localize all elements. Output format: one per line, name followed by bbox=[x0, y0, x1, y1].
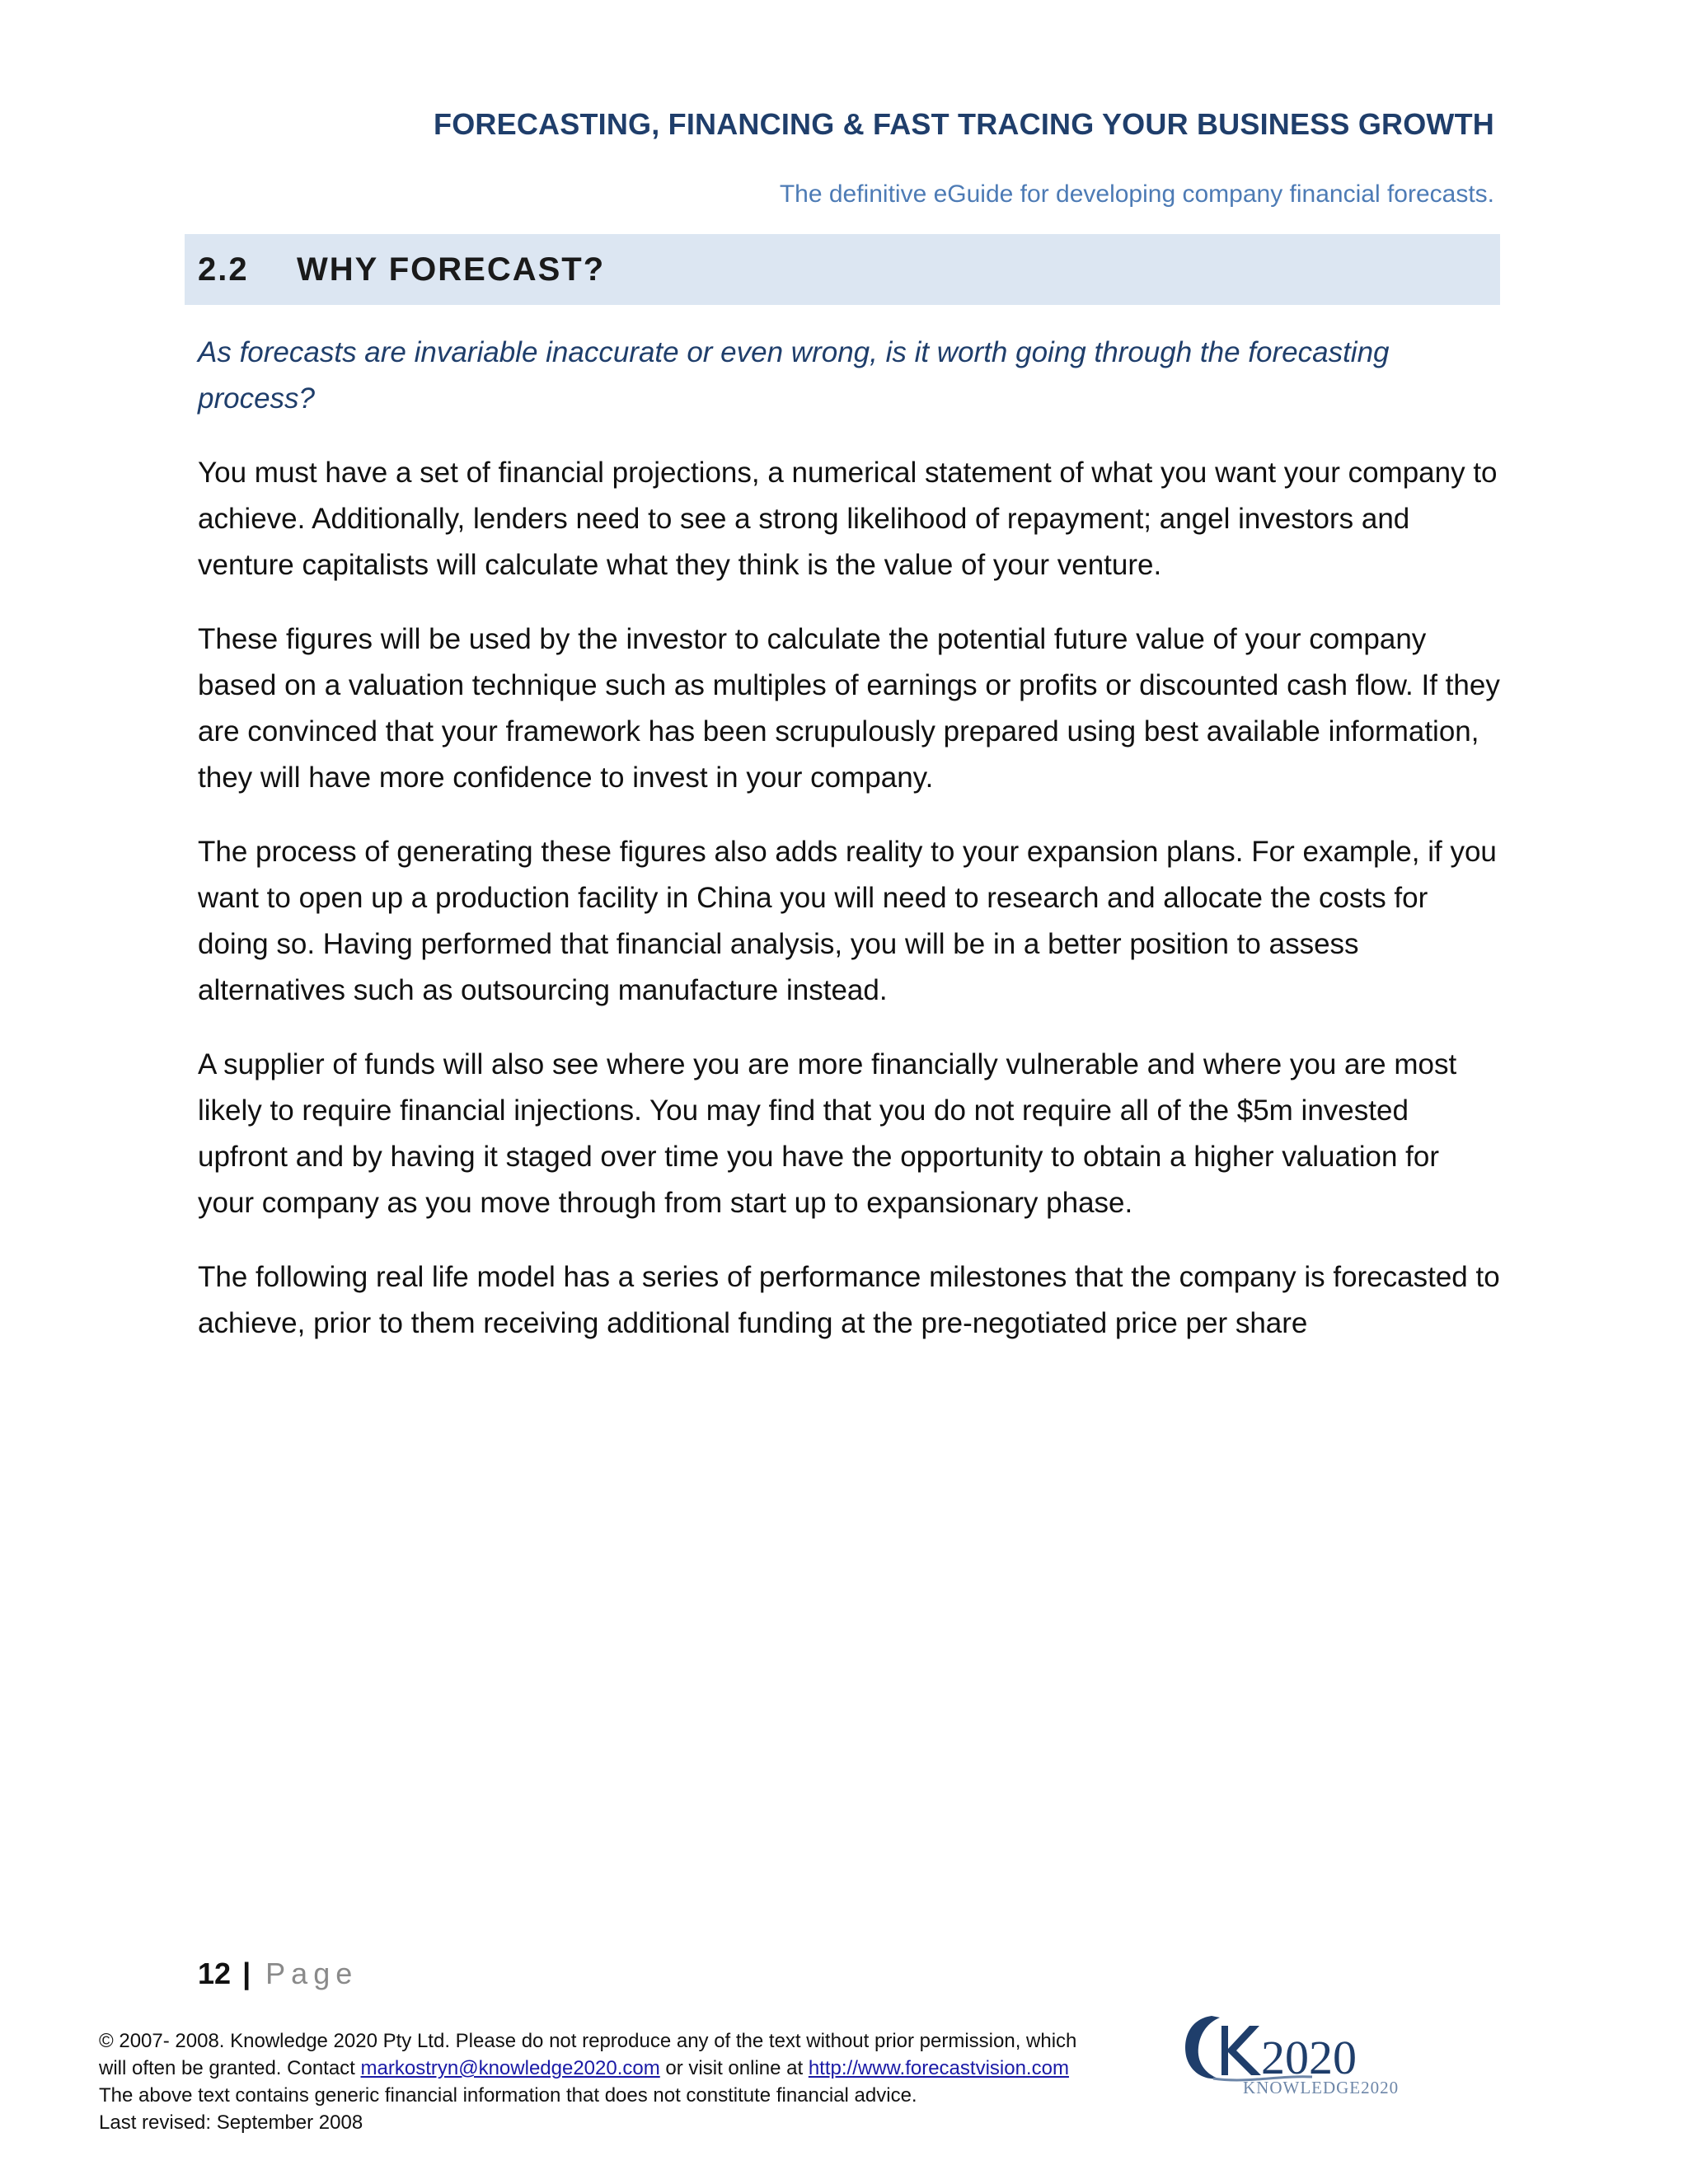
logo-wordmark-text: KNOWLEDGE2020 bbox=[1243, 2078, 1400, 2097]
page-number-label: Page bbox=[265, 1957, 359, 1990]
website-link[interactable]: http://www.forecastvision.com bbox=[808, 2057, 1069, 2079]
footer-copyright: © 2007- 2008. Knowledge 2020 Pty Ltd. Please do not reproduce any of the text without prior permission, which bbox=[99, 2030, 1077, 2052]
logo-k-mark bbox=[1221, 2026, 1261, 2075]
body-content bbox=[198, 330, 1500, 1375]
page-number-separator: | bbox=[242, 1957, 251, 1990]
footer bbox=[99, 2027, 1170, 2136]
page-number-value: 12 bbox=[198, 1957, 232, 1990]
paragraph: You must have a set of financial projections, a numerical statement of what you want your company to achieve. Additionally, lenders need to see a strong likelihood of repayment; angel investors and venture capitalists will calculate what they think is the value of your venture. bbox=[198, 457, 1498, 581]
footer-revised: Last revised: September 2008 bbox=[99, 2111, 363, 2134]
knowledge2020-logo bbox=[1180, 2001, 1428, 2100]
section-number: 2.2 bbox=[198, 251, 249, 288]
footer-contact-middle: or visit online at bbox=[659, 2057, 809, 2079]
paragraph: The following real life model has a series of performance milestones that the company is forecasted to achieve, prior to them receiving additional funding at the pre-negotiated price per share bbox=[198, 1261, 1500, 1339]
paragraph: These figures will be used by the investor to calculate the potential future value of your company based on a valuation technique such as multiples of earnings or profits or discounted cash flow. If they are convinced that your framework has been scrupulously prepared using best available information, they will have more confidence to invest in your company. bbox=[198, 623, 1500, 794]
footer-contact bbox=[99, 2055, 1170, 2082]
footer-contact-prefix: will often be granted. Contact bbox=[99, 2057, 361, 2079]
lead-question: As forecasts are invariable inaccurate or even wrong, is it worth going through the forecasting process? bbox=[198, 336, 1390, 415]
section-heading bbox=[185, 234, 1500, 305]
document-subtitle: The definitive eGuide for developing company financial forecasts. bbox=[779, 180, 1494, 208]
paragraph: The process of generating these figures also adds reality to your expansion plans. For example, if you want to open up a production facility in China you will need to research and allocate the costs for doing so. Having performed that financial analysis, you will be in a better position to assess alternatives such as outsourcing manufacture instead. bbox=[198, 836, 1497, 1006]
page-number bbox=[198, 1957, 358, 1991]
logo-mark-text: 2020 bbox=[1261, 2031, 1357, 2084]
footer-disclaimer: The above text contains generic financial information that does not constitute financial advice. bbox=[99, 2084, 917, 2107]
email-link[interactable]: markostryn@knowledge2020.com bbox=[360, 2057, 660, 2079]
logo-swoosh bbox=[1185, 2016, 1220, 2079]
document-title: FORECASTING, FINANCING & FAST TRACING YOUR BUSINESS GROWTH bbox=[434, 107, 1494, 141]
paragraph: A supplier of funds will also see where you are more financially vulnerable and where you are most likely to require financial injections. You may find that you do not require all of the $5m invested upfront and by having it staged over time you have the opportunity to obtain a higher valuation for your company as you move through from start up to expansionary phase. bbox=[198, 1048, 1457, 1219]
section-title: WHY FORECAST? bbox=[297, 251, 606, 288]
